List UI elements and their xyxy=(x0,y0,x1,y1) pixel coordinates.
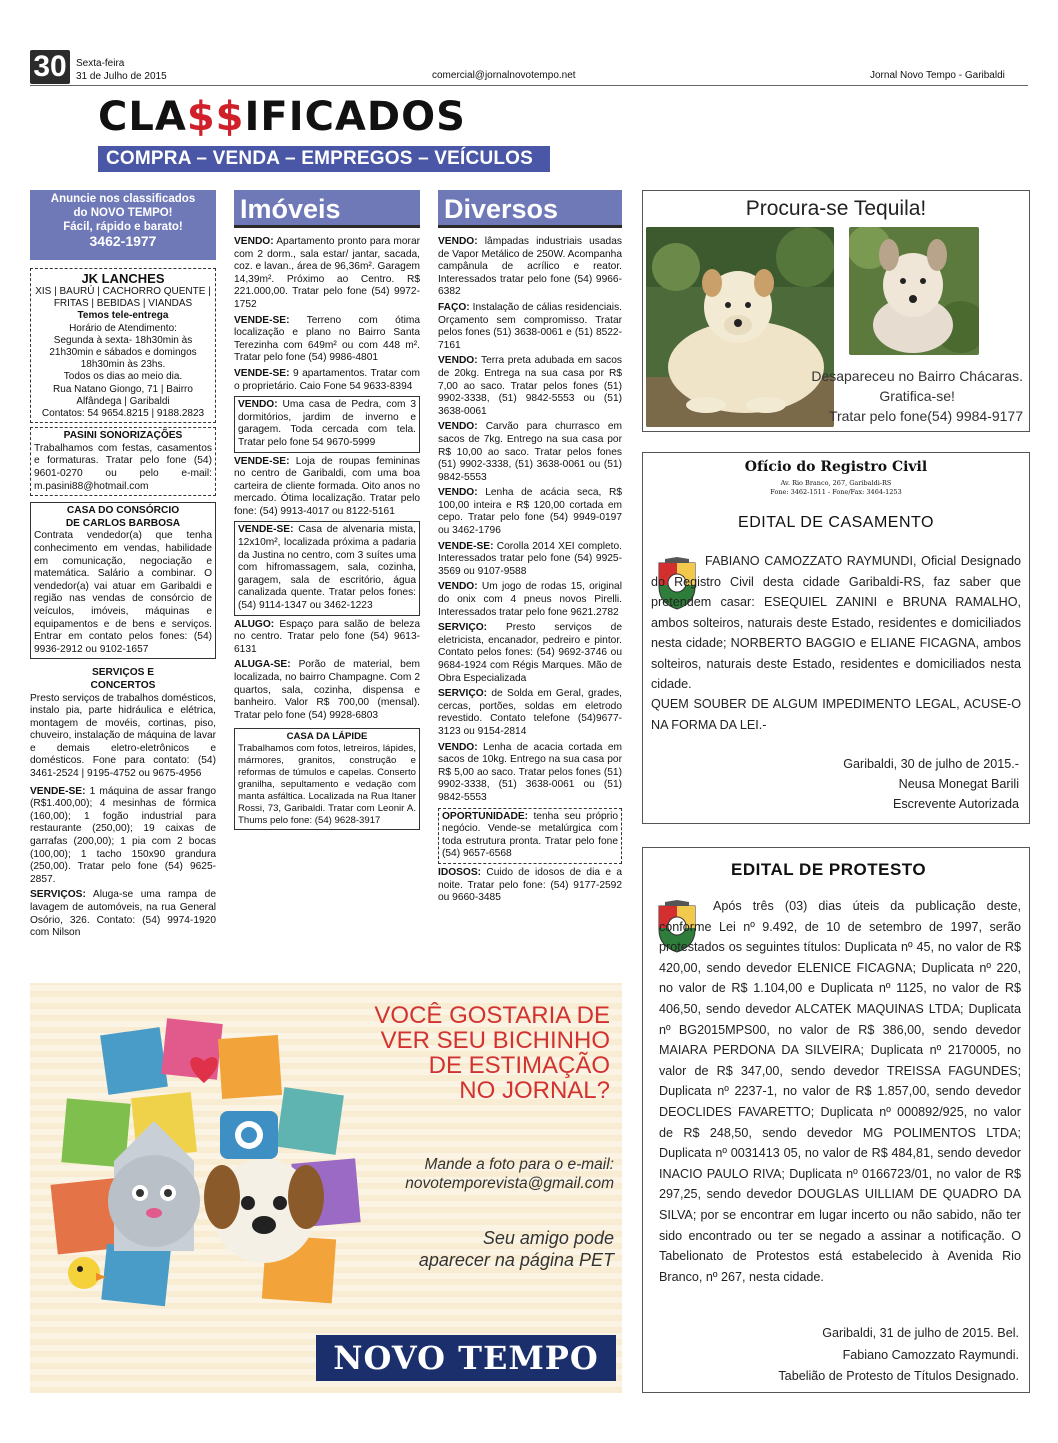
edital-casamento-date: Garibaldi, 30 de julho de 2015.- xyxy=(843,757,1019,771)
listing: SERVIÇO: Presto serviços de eletricista, encanador, pedreiro e pintor. Contato pelos fones: (54) 9692-3746 ou 9684-1924 com Régis Marques. Mão de Obra Especializada xyxy=(438,622,622,684)
listing: FAÇO: Instalação de cálias residenciais. Orçamento sem compromisso. Tratar pelos fones (51) 3638-0061 e (51) 8522-7161 xyxy=(438,301,622,351)
listing: VENDE-SE: 9 apartamentos. Tratar com o proprietário. Caio Fone 54 9633-8394 xyxy=(234,367,420,392)
lost-dog-details: Desapareceu no Bairro Chácaras. Gratifica-se! Tratar pelo fone(54) 9984-9177 xyxy=(811,368,1023,424)
column-3 xyxy=(438,236,622,908)
edital-casamento-warning: QUEM SOUBER DE ALGUM IMPEDIMENTO LEGAL, ACUSE-O NA FORMA DA LEI.- xyxy=(651,697,1021,732)
column-1 xyxy=(30,268,216,943)
section-heading-imoveis: Imóveis xyxy=(234,190,420,228)
edital-casamento-body: FABIANO CAMOZZATO RAYMUNDI, Oficial Designado do Registro Civil desta cidade Garibaldi-RS, faz saber que pretendem casar: ESEQUIEL ZANINI e BRUNA RAMALHO, ambos solteiros, naturais deste Estado, residentes e domiciliados nesta cidade; NORBERTO BAGGIO e ELIANE FICAGNA, ambos solteiros, naturais deste Estado, residentes e domiciliados nesta cidade. xyxy=(651,554,1021,691)
publication-name: Jornal Novo Tempo - Garibaldi xyxy=(870,70,1005,81)
edital-protesto-sign-3: Tabelião de Protesto de Títulos Designado. xyxy=(778,1369,1019,1383)
ad-jk-lanches: JK LANCHES XIS | BAURÚ | CACHORRO QUENTE | FRITAS | BEBIDAS | VIANDAS Temos tele-entrega Horário de Atendimento: Segunda à sexta- 18h30min às 21h30min e sábados e domingos 18h30min às 23hs. Todos os dias ao meio dia. Rua Natano Giongo, 71 | Bairro Alfândega | Garibaldi Contatos: 54 9654.8215 | 9188.2823 xyxy=(30,268,216,423)
column-2 xyxy=(234,236,420,830)
edital-casamento xyxy=(642,452,1030,824)
classifieds-subtitle: COMPRA – VENDA – EMPREGOS – VEÍCULOS xyxy=(98,146,550,172)
ad-casa-consorcio: CASA DO CONSÓRCIO DE CARLOS BARBOSA Contrata vendedor(a) que tenha conhecimento em vendas, habilidade em comunicação, negociação e matemática. Salário a combinar. O vendedor(a) vai atuar em Garibaldi e região nas vendas de consórcio de veículos, imóveis, máquinas e equipamentos e de bens e serviços. Entrar em contato pelos fones: (54) 9936-2912 ou 9102-1657 xyxy=(30,502,216,659)
ad-vende-se-maquina: VENDE-SE: 1 máquina de assar frango (R$1.400,00); 4 mesinhas de fórmica (160,00); 1 fogão industrial para restaurante (250,00); 19 caixas de garrafas (200,00); 1 pia com 2 bocas (100,00); 1 tacho 150x90 grandura (250,00). Tratar pelo fone (54) 9625-2857. xyxy=(30,785,216,885)
header-rule xyxy=(30,85,1028,86)
edital-casamento-role: Escrevente Autorizada xyxy=(892,797,1019,811)
listing: SERVIÇO: de Solda em Geral, grades, cercas, portões, soldas em eletrodo revestido. Contato telefone (54)9677-3123 ou 9154-2814 xyxy=(438,688,622,737)
listing: VENDO: Terra preta adubada em sacos de 20kg. Entrega na sua casa por R$ 7,00 ao saco. Tratar pelos fones (51) 9902-3338, (51) 9842-5553 ou (51) 3638-0061 xyxy=(438,355,622,417)
registry-address: Av. Rio Branco, 267, Garibaldi-RS xyxy=(780,479,892,487)
edital-protesto-sign-1: Garibaldi, 31 de julho de 2015. Bel. xyxy=(822,1326,1019,1340)
advertise-promo: Anuncie nos classificados do NOVO TEMPO! Fácil, rápido e barato! 3462-1977 xyxy=(30,190,216,260)
ad-casa-da-lapide: CASA DA LÁPIDE Trabalhamos com fotos, letreiros, lápides, mármores, granitos, construção e reformas de túmulos e capelas. Conserto granilha, sepultamento e vedação com manta asfáltica. Localizada na Rua Itaner Rossi, 73, Garibaldi. Tratar com Leonir A. Thums pelo fone: (54) 9628-3917 xyxy=(234,728,420,830)
listing: VENDO: Apartamento pronto para morar com 2 dorm., sala estar/ jantar, sacada, coz. e lavan., área de 96,36m². Garagem 14,39m². Próximo ao Centro. R$ 221.000,00. Tratar pelo fone (54) 9972-1752 xyxy=(234,236,420,310)
listing: VENDO: Carvão para churrasco em sacos de 7kg. Entrego na sua casa por R$ 10,00 ao saco. Tratar pelos fones (51) 9902-3338, (51) 3638-0061 ou (51) 9842-5553 xyxy=(438,421,622,483)
pet-ad-tagline: Seu amigo pode aparecer na página PET xyxy=(418,1228,614,1270)
listing: VENDO: Um jogo de rodas 15, original do onix com 4 pneus novos Pirelli. Interessados tratar pelo fone 9621.2782 xyxy=(438,581,622,618)
listing: IDOSOS: Cuido de idosos de dia e a noite. Tratar pelo fone: (54) 9177-2592 ou 9660-3485 xyxy=(438,866,622,904)
dog-photo-1 xyxy=(646,227,834,427)
listing: ALUGO: Espaço para salão de beleza no centro. Tratar pelo fone (54) 9613-6131 xyxy=(234,618,420,655)
listing: VENDO: Lenha de acacia cortada em sacos de 10kg. Entrego na sua casa por R$ 5,00 ao saco. Tratar pelos fones (51) 9902-3338, (51) 3638-0061 ou (51) 9842-5553 xyxy=(438,741,622,803)
edital-protesto-title: EDITAL DE PROTESTO xyxy=(731,860,927,879)
listing: VENDE-SE: Corolla 2014 XEI completo. Interessados tratar pelo fone (54) 9925-3569 ou 9107-9588 xyxy=(438,540,622,577)
listing: ALUGA-SE: Porão de material, bem localizada, no bairro Champagne. Com 2 quartos, sala, cozinha, dispensa e banheiro. Valor R$ 700,00 (mensal). Tratar pelo fone (54) 9928-6803 xyxy=(234,659,420,721)
ad-servicos-rampa: SERVIÇOS: Aluga-se uma rampa de lavagem de automóveis, na rua General Osório, 326. Contato: (54) 9974-1920 com Nilson xyxy=(30,889,216,939)
pet-page-ad xyxy=(30,983,622,1393)
ad-servicos-concertos: SERVIÇOS E CONCERTOS Presto serviços de trabalhos domésticos, instalo pia, parte hidráulica e elétrica, montagem de movéis, cortinas, piso, chuveiro, instalação de máquina de lavar e demais eletro-eletrônicos e domésticos. Fone para contato: (54) 3461-2524 | 9195-4752 ou 9675-4956 xyxy=(30,667,216,780)
dog-photo-2 xyxy=(849,227,979,355)
listing: VENDO: Uma casa de Pedra, com 3 dormitórios, jardim de inverno e garagem. Toda cercada com tela. Tratar pelo fone 54 9670-5999 xyxy=(234,396,420,452)
issue-date: 31 de Julho de 2015 xyxy=(76,71,167,82)
registry-phone: Fone: 3462-1511 - Fone/Fax: 3464-1253 xyxy=(770,488,902,496)
page-number: 30 xyxy=(30,50,70,84)
weekday: Sexta-feira xyxy=(76,58,125,69)
section-heading-diversos: Diversos xyxy=(438,190,622,228)
edital-protesto-sign-2: Fabiano Camozzato Raymundi. xyxy=(842,1348,1019,1362)
pet-ad-email[interactable]: novotemporevista@gmail.com xyxy=(405,1175,614,1192)
edital-protesto xyxy=(642,847,1030,1393)
edital-casamento-signer: Neusa Monegat Barili xyxy=(898,777,1019,791)
listing: OPORTUNIDADE: tenha seu próprio negócio. Vende-se metalúrgica com toda estrutura pronta. Tratar pelo fone (54) 9657-6568 xyxy=(438,808,622,864)
listing: VENDO: lâmpadas industriais usadas de Vapor Metálico de 250W. Acompanha campânula de acrílico e reator. Interessados tratar pelo fone (54) 9966-6382 xyxy=(438,236,622,298)
lost-dog-title: Procura-se Tequila! xyxy=(745,197,927,220)
classifieds-title: CLA$$IFICADOS xyxy=(98,94,466,140)
edital-casamento-title: EDITAL DE CASAMENTO xyxy=(738,514,934,531)
ad-pasini: PASINI SONORIZAÇÕES Trabalhamos com festas, casamentos e formaturas. Tratar pelo fone (54) 9601-0270 ou pelo e-mail: m.pasini88@hotmail.com xyxy=(30,427,216,496)
novo-tempo-logo: NOVO TEMPO xyxy=(316,1335,616,1381)
pet-collage-illustration xyxy=(44,1011,368,1311)
pet-ad-email-instructions: Mande a foto para o e-mail: novotemporevista@gmail.com xyxy=(405,1156,614,1192)
listing: VENDO: Lenha de acácia seca, R$ 100,00 inteira e R$ 120,00 cortada em cepo. Tratar pelo fone (54) 9949-0197 ou 3462-1796 xyxy=(438,487,622,537)
listing: VENDE-SE: Casa de alvenaria mista, 12x10m², localizada próxima a padaria da Justina no centro, com 3 suítes uma com hifromassagem, sala, cozinha, garagem, sala de escritório, água canalizada quente. Tratar pelos fones: (54) 9114-1347 ou 3462-1223 xyxy=(234,521,420,615)
pet-ad-question: VOCÊ GOSTARIA DE VER SEU BICHINHO DE ESTIMAÇÃO NO JORNAL? xyxy=(374,1002,610,1104)
listing: VENDE-SE: Loja de roupas femininas no centro de Garibaldi, com uma boa carteira de cliente formada. Oito anos no mercado. Ótima localização. Tratar pelo fone: (54) 9913-4017 ou 8122-5161 xyxy=(234,455,420,517)
registry-office-name: Ofício do Registro Civil xyxy=(744,459,928,475)
contact-email[interactable]: comercial@jornalnovotempo.net xyxy=(432,70,576,81)
listing: VENDE-SE: Terreno com ótima localização e plano no Bairro Santa Terezinha com 649m² ou com 448 m². Tratar pelo fone (54) 9986-4801 xyxy=(234,314,420,364)
lost-dog-notice xyxy=(642,190,1030,432)
edital-protesto-body: Após três (03) dias úteis da publicação deste, conforme Lei nº 9.492, de 10 de setembro de 1997, serão protestados os seguintes títulos: Duplicata nº 45, no valor de R$ 420,00, sendo devedor ELENICE FICAGNA; Duplicata nº 220, no valor de R$ 1.104,00 e Duplicata nº 1125, no valor de R$ 406,50, sendo devedor ALCATEK MAQUINAS LTDA; Duplicata nº BG2015MPS00, no valor de R$ 386,00, sendo devedor MAIARA PERDONA DA SILVEIRA; Duplicata nº 2170005, no valor de R$ 347,00, sendo devedor TREISSA FAGUNDES; Duplicata nº 2237-1, no valor de R$ 1.857,00, sendo devedor DEOCLIDES FAVARETTO; Duplicata nº 000892/925, no valor de R$ 248,50, sendo devedor MG POLIMENTOS LTDA; Duplicata nº 0031413 05, no valor de R$ 484,81, sendo devedor INACIO PAULO RIVA; Duplicata nº 0166723/01, no valor de R$ 297,25, sendo devedor DOUGLAS UILLIAM DE QUADRO DA SILVA; por se encontrar em lugar incerto ou não sabido, não ter sido encontrado ou ter se negado a assinar a notificação. O Tabelionato de Protestos está estabelecido à Avenida Rio Branco, nº 267, nesta cidade. xyxy=(659,899,1021,1284)
